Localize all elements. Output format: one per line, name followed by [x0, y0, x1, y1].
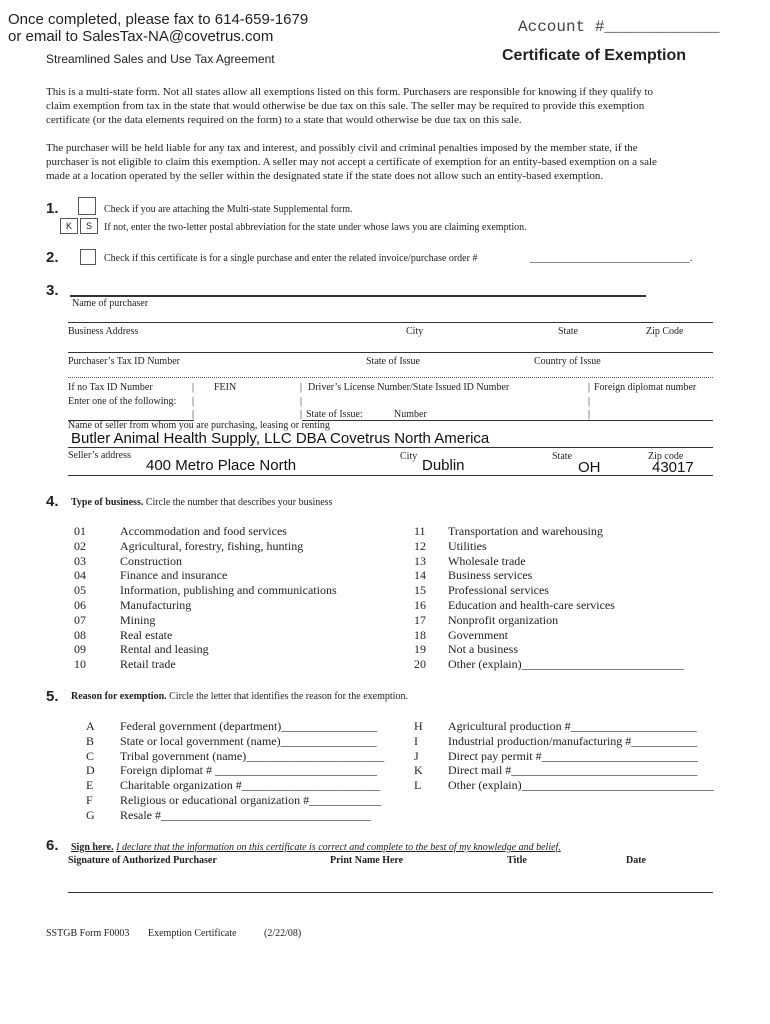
exemption-reason-heading-row [71, 691, 408, 702]
exemption-reason-code[interactable]: D [86, 763, 95, 778]
business-type-option[interactable] [74, 568, 227, 583]
divider-5: | [300, 396, 303, 407]
seller-name-line [68, 447, 713, 448]
seller-zip-value[interactable]: 43017 [652, 459, 694, 476]
divider-9: | [588, 409, 591, 420]
intro-paragraph-2-line-2: purchaser is not eligible to claim this exemption. A seller may not accept a certificate of exemption for an entity-based exemption on a sale [46, 156, 657, 168]
divider-3: | [588, 382, 591, 393]
state-abbrev-box-1[interactable]: K [60, 218, 78, 234]
seller-state-value[interactable]: OH [578, 459, 601, 476]
seller-zip-label: Zip code [648, 451, 684, 462]
exemption-reason-label: Tribal government (name)_______________________ [120, 748, 385, 763]
foreign-diplomat-line[interactable] [590, 420, 713, 421]
exemption-reason-label: Charitable organization #_______________________ [120, 778, 380, 793]
declaration-row [71, 842, 561, 853]
exemption-reason-option[interactable] [86, 793, 381, 808]
exemption-reason-option[interactable] [414, 749, 698, 764]
intro-paragraph-2-line-1: The purchaser will be held liable for any tax and interest, and possibly civil and criminal penalties imposed by the member state, if the [46, 142, 638, 154]
declaration-text: I declare that the information on this certificate is correct and complete to the best of my knowledge and belief. [116, 842, 561, 853]
exemption-reason-option[interactable] [86, 734, 377, 749]
form-name: Exemption Certificate [148, 928, 237, 939]
divider-1: | [192, 382, 195, 393]
business-type-label: Transportation and warehousing [448, 524, 603, 538]
seller-city-value[interactable]: Dublin [422, 457, 465, 474]
account-number-label: Account #____________ [518, 18, 720, 36]
tax-id-label: Purchaser’s Tax ID Number [68, 356, 180, 367]
business-type-code[interactable]: 09 [74, 642, 86, 657]
exemption-reason-label: Direct pay permit #__________________________ [448, 748, 698, 763]
seller-name-value[interactable]: Butler Animal Health Supply, LLC DBA Covetrus North America [71, 430, 490, 447]
business-type-label: Government [448, 627, 508, 642]
business-type-instruction: Circle the number that describes your business [145, 497, 333, 508]
business-zip-label: Zip Code [646, 326, 684, 337]
business-type-code[interactable]: 02 [74, 538, 86, 553]
business-type-label: Business services [448, 568, 533, 583]
business-type-code[interactable]: 10 [74, 657, 86, 672]
enter-one-label: Enter one of the following: [68, 396, 177, 407]
business-type-label: Not a business [448, 642, 518, 657]
multistate-supplement-checkbox[interactable] [78, 197, 96, 215]
business-type-option[interactable] [414, 642, 518, 657]
business-type-label: Manufacturing [120, 598, 192, 612]
exemption-reason-label: Resale #___________________________________ [120, 807, 371, 822]
business-type-option[interactable] [414, 554, 526, 569]
exemption-reason-code[interactable]: F [86, 793, 93, 807]
exemption-reason-code[interactable]: K [414, 763, 423, 778]
business-type-label: Retail trade [120, 657, 176, 672]
business-type-label: Real estate [120, 627, 173, 642]
purchaser-name-label: Name of purchaser [72, 298, 149, 309]
business-type-code[interactable]: 16 [414, 598, 426, 612]
date-label: Date [626, 855, 646, 866]
exemption-reason-code[interactable]: I [414, 733, 418, 748]
exemption-reason-code[interactable]: C [86, 748, 95, 763]
business-type-label: Construction [120, 553, 182, 568]
dl-state-of-issue-label: State of Issue: [306, 409, 363, 420]
business-type-code[interactable]: 17 [414, 612, 426, 627]
intro-paragraph-1-line-1: This is a multi-state form. Not all states allow all exemptions listed on this form. Purchasers are responsible for knowing if they qualify to [46, 86, 654, 98]
section-6-number: 6. [46, 837, 59, 854]
business-address-line[interactable] [68, 322, 713, 323]
seller-name-label: Name of seller from whom you are purchasing, leasing or renting [68, 420, 330, 431]
business-type-option[interactable] [74, 583, 337, 598]
exemption-reason-option[interactable] [86, 808, 371, 823]
business-city-label: City [406, 326, 424, 337]
business-type-label: Utilities [448, 538, 487, 553]
business-type-option[interactable] [74, 524, 287, 539]
drivers-license-line[interactable] [302, 420, 592, 421]
fein-label: FEIN [214, 382, 237, 393]
page-title: Certificate of Exemption [502, 47, 687, 64]
exemption-reason-option[interactable] [414, 778, 714, 793]
drivers-license-label: Driver’s License Number/State Issued ID Number [308, 382, 510, 393]
business-type-option[interactable] [74, 628, 172, 643]
seller-state-label: State [552, 451, 572, 462]
exemption-reason-label: Direct mail #_______________________________ [448, 763, 698, 778]
business-type-code[interactable]: 14 [414, 568, 426, 583]
intro-paragraph-2-line-3: made at a location operated by the seller within the designated state if the state does not allow such an entity-based exemption. [46, 170, 604, 182]
exemption-reason-code[interactable]: G [86, 807, 95, 822]
business-type-code[interactable]: 15 [414, 583, 426, 598]
foreign-diplomat-label: Foreign diplomat number [594, 382, 697, 393]
business-type-option[interactable] [414, 657, 684, 672]
business-type-heading: Type of business. [71, 497, 144, 508]
business-type-label: Mining [120, 612, 156, 627]
fax-instruction: Once completed, please fax to 614-659-1679 [8, 11, 309, 28]
tax-id-line[interactable] [68, 352, 713, 353]
signature-line[interactable] [68, 892, 713, 893]
exemption-reason-label: Foreign diplomat # ___________________________ [120, 763, 377, 778]
business-type-code[interactable]: 13 [414, 553, 426, 568]
business-type-code[interactable]: 18 [414, 627, 426, 642]
exemption-reason-option[interactable] [414, 734, 697, 749]
tax-id-country-label: Country of Issue [534, 356, 601, 367]
exemption-reason-code[interactable]: J [414, 748, 419, 763]
divider-8: | [300, 409, 303, 420]
business-type-code[interactable]: 07 [74, 612, 86, 627]
business-type-code[interactable]: 01 [74, 524, 86, 538]
seller-address-line [68, 475, 713, 476]
sign-here-label: Sign here. [71, 842, 114, 853]
exemption-reason-code[interactable]: E [86, 778, 94, 793]
state-abbrev-instruction: If not, enter the two-letter postal abbreviation for the state under whose laws you are claiming exemption. [104, 222, 527, 233]
business-type-label: Nonprofit organization [448, 612, 559, 627]
business-type-code[interactable]: 04 [74, 568, 86, 583]
divider-2: | [300, 382, 303, 393]
dl-number-label: Number [394, 409, 427, 420]
section-4-number: 4. [46, 493, 59, 510]
seller-address-label: Seller’s address [68, 450, 131, 461]
divider-6: | [588, 396, 591, 407]
exemption-reason-label: Other (explain)________________________________ [448, 778, 714, 793]
multistate-supplement-label: Check if you are attaching the Multi-state Supplemental form. [104, 204, 353, 215]
tax-id-state-label: State of Issue [366, 356, 420, 367]
agreement-name: Streamlined Sales and Use Tax Agreement [46, 52, 275, 66]
business-type-code[interactable]: 12 [414, 538, 426, 553]
exemption-reason-label: State or local government (name)________________ [120, 733, 377, 748]
business-type-code[interactable]: 05 [74, 583, 86, 598]
seller-address-value[interactable]: 400 Metro Place North [146, 457, 297, 474]
exemption-reason-option[interactable] [86, 719, 377, 734]
state-abbrev-box-2[interactable]: S [80, 218, 98, 234]
exemption-reason-label: Industrial production/manufacturing #___________ [448, 733, 698, 748]
form-date: (2/22/08) [264, 928, 302, 939]
exemption-reason-option[interactable] [86, 749, 384, 764]
divider-4: | [192, 396, 195, 407]
business-type-option[interactable] [414, 613, 558, 628]
exemption-reason-label: Federal government (department)________________ [120, 719, 378, 733]
business-type-option[interactable] [74, 613, 155, 628]
section-3-number: 3. [46, 282, 59, 299]
intro-paragraph-1-line-2: claim exemption from tax in the state that would otherwise be due tax on this sale. The seller may be required to provide this exemption [46, 100, 645, 112]
no-tax-id-label: If no Tax ID Number [68, 382, 153, 393]
business-state-label: State [558, 326, 578, 337]
business-address-label: Business Address [68, 326, 139, 337]
single-purchase-label: Check if this certificate is for a single purchase and enter the related invoice/purchase order # [104, 253, 478, 264]
business-type-label: Finance and insurance [120, 568, 228, 583]
exemption-reason-instruction: Circle the letter that identifies the reason for the exemption. [169, 691, 408, 702]
no-tax-id-line [68, 377, 713, 378]
business-type-option[interactable] [414, 583, 549, 598]
business-type-option[interactable] [74, 554, 182, 569]
business-type-code[interactable]: 20 [414, 657, 426, 672]
business-type-option[interactable] [74, 657, 176, 672]
business-type-option[interactable] [414, 524, 603, 539]
intro-paragraph-1-line-3: certificate (or the data elements required on the form) to a state that would otherwise be due tax on this sale. [46, 114, 522, 126]
seller-city-label: City [400, 451, 418, 462]
single-purchase-checkbox[interactable] [80, 249, 96, 265]
business-type-label: Agricultural, forestry, fishing, hunting [120, 538, 304, 553]
exemption-reason-label: Religious or educational organization #____________ [120, 793, 382, 807]
section-2-number: 2. [46, 249, 59, 266]
business-type-code[interactable]: 11 [414, 524, 426, 538]
business-type-label: Rental and leasing [120, 642, 209, 657]
purchaser-name-line[interactable] [70, 295, 646, 297]
exemption-reason-code[interactable]: B [86, 733, 95, 748]
exemption-reason-option[interactable] [86, 763, 377, 778]
exemption-reason-option[interactable] [414, 719, 697, 734]
business-type-option[interactable] [414, 628, 508, 643]
business-type-code[interactable]: 19 [414, 642, 426, 657]
signature-label: Signature of Authorized Purchaser [68, 855, 217, 866]
business-type-label: Wholesale trade [448, 553, 526, 568]
business-type-label: Information, publishing and communications [120, 583, 337, 598]
business-type-heading-row [71, 497, 332, 508]
business-type-code[interactable]: 03 [74, 553, 86, 568]
section-5-number: 5. [46, 688, 59, 705]
business-type-option[interactable] [414, 598, 615, 613]
business-type-label: Professional services [448, 583, 549, 598]
exemption-reason-label: Agricultural production #_____________________ [448, 719, 697, 733]
exemption-reason-code[interactable]: A [86, 719, 95, 733]
business-type-label: Other (explain)___________________________ [448, 657, 684, 672]
invoice-number-field[interactable]: ________________________________. [530, 253, 693, 264]
business-type-label: Education and health-care services [448, 598, 615, 612]
section-1-number: 1. [46, 200, 59, 217]
business-type-option[interactable] [74, 642, 209, 657]
exemption-reason-heading: Reason for exemption. [71, 691, 167, 702]
print-name-label: Print Name Here [330, 855, 404, 866]
exemption-reason-code[interactable]: H [414, 719, 423, 733]
title-label: Title [507, 855, 527, 866]
business-type-code[interactable]: 08 [74, 627, 86, 642]
business-type-option[interactable] [414, 539, 487, 554]
business-type-option[interactable] [74, 598, 191, 613]
exemption-reason-option[interactable] [414, 763, 697, 778]
divider-7: | [192, 409, 195, 420]
business-type-code[interactable]: 06 [74, 598, 86, 612]
business-type-label: Accommodation and food services [120, 524, 287, 538]
business-type-option[interactable] [414, 568, 532, 583]
form-id: SSTGB Form F0003 [46, 928, 130, 939]
exemption-reason-option[interactable] [86, 778, 380, 793]
business-type-option[interactable] [74, 539, 303, 554]
exemption-reason-code[interactable]: L [414, 778, 422, 793]
email-instruction: or email to SalesTax-NA@covetrus.com [8, 28, 274, 45]
